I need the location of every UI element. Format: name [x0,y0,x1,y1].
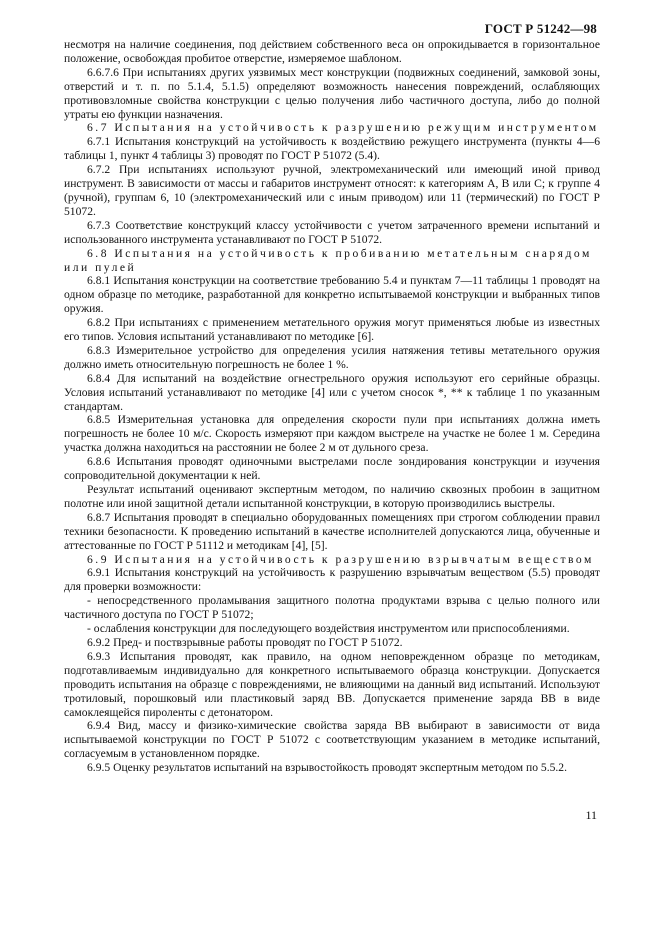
document-body [64,38,600,775]
paragraph: 6.8.6 Испытания проводят одиночными выстрелами после зондирования конструкции и изучения сопроводительной документации к ней. [64,455,600,483]
paragraph: несмотря на наличие соединения, под действием собственного веса он опрокидывается в горизонтальное положение, освобождая пробитое отверстие, измеряемое шаблоном. [64,38,600,65]
section-heading: 6.8 Испытания на устойчивость к пробиванию метательным снарядом или пулей [64,246,592,274]
paragraph: 6.8.7 Испытания проводят в специально оборудованных помещениях при строгом соблюдении правил техники безопасности. К проведению испытаний в качестве исполнителей допускаются лица, обученные и аттестованные по ГОСТ Р 51112 и методикам [4], [5]. [64,510,600,552]
paragraph: 6.9.1 Испытания конструкций на устойчивость к разрушению взрывчатым веществом (5.5) проводят для проверки возможности: [64,566,600,594]
section-heading: 6.9 Испытания на устойчивость к разрушению взрывчатым веществом [87,552,594,566]
section-heading: 6.7 Испытания на устойчивость к разрушению режущим инструментом [87,121,599,135]
paragraph: 6.9.5 Оценку результатов испытаний на взрывостойкость проводят экспертным методом по 5.5.2. [87,761,567,775]
paragraph: Результат испытаний оценивают экспертным методом, по наличию сквозных пробоин в защитном полотне или иной защитной детали испытанной конструкции, в которую производились выстрелы. [64,483,600,510]
paragraph: 6.7.2 При испытаниях используют ручной, электромеханический или имеющий иной привод инструмент. В зависимости от массы и габаритов инструмент относят: к категориям А, В или С; к группе 4 (ручной), группам 6, 10 (электромеханический или с иным приводом) или 11 (термический) по ГОСТ Р 51072. [64,163,600,218]
paragraph: 6.6.7.6 При испытаниях других уязвимых мест конструкции (подвижных соединений, замковой зоны, отверстий и т. п. по 5.1.4, 5.1.5) определяют возможность нанесения повреждений, ослабляющих противовзломные свойства конструкции с целью получения либо частичного доступа, либо до полной утраты ею функции назначения. [64,65,600,121]
document-header: ГОСТ Р 51242—98 [484,21,597,36]
paragraph: 6.8.5 Измерительная установка для определения скорости пули при испытаниях должна иметь погрешность не более 10 м/с. Скорость измеряют при каждом выстреле на участке не более 1 м. Середина участка должна находиться на расстоянии не более 2 м от дульного среза. [64,413,600,455]
paragraph: 6.7.3 Соответствие конструкций классу устойчивости с учетом затраченного времени испытаний и использованного инструмента устанавливают по ГОСТ Р 51072. [64,218,600,246]
paragraph: 6.8.3 Измерительное устройство для определения усилия натяжения тетивы метательного оружия должно иметь относительную погрешность не более 1 %. [64,343,600,371]
list-item: - ослабления конструкции для последующего воздействия инструментом или приспособлениями. [87,622,570,636]
paragraph: 6.8.2 При испытаниях с применением метательного оружия могут применяться любые из известных его типов. Условия испытаний устанавливают по методике [6]. [64,316,600,344]
paragraph: 6.9.4 Вид, массу и физико-химические свойства заряда ВВ выбирают в зависимости от вида испытываемой конструкции по ГОСТ Р 51072 с соответствующим указанием в методике испытаний, согласуемым в установленном порядке. [64,719,600,761]
paragraph: 6.8.1 Испытания конструкции на соответствие требованию 5.4 и пунктам 7—11 таблицы 1 проводят на одном образце по методике, разработанной для конкретно испытываемой конструкции и выбранных типов оружия. [64,274,600,316]
paragraph: 6.7.1 Испытания конструкций на устойчивость к воздействию режущего инструмента (пункты 4—6 таблицы 1, пункт 4 таблицы 3) проводят по ГОСТ Р 51072 (5.4). [64,135,600,163]
page-number: 11 [585,808,597,822]
paragraph: 6.9.2 Пред- и поствзрывные работы проводят по ГОСТ Р 51072. [87,635,403,649]
list-item: - непосредственного проламывания защитного полотна продуктами взрыва с целью полного или частичного доступа по ГОСТ Р 51072; [64,594,600,622]
paragraph: 6.8.4 Для испытаний на воздействие огнестрельного оружия используют его серийные образцы. Условия испытаний устанавливают по методике [4] или с учетом сносок *, ** к таблице 1 по указанным стандартам. [64,371,600,413]
paragraph: 6.9.3 Испытания проводят, как правило, на одном неповрежденном образце по методикам, подготавливаемым индивидуально для конкретного испытываемого образца конструкции. Допускается проводить испытания на образце с повреждениями, не влияющими на данный вид испытаний. Используют тротиловый, порошковый или пластиковый заряд ВВ. Допускается применение заряда ВВ в виде самоклеящейся пироленты с детонатором. [64,649,600,719]
